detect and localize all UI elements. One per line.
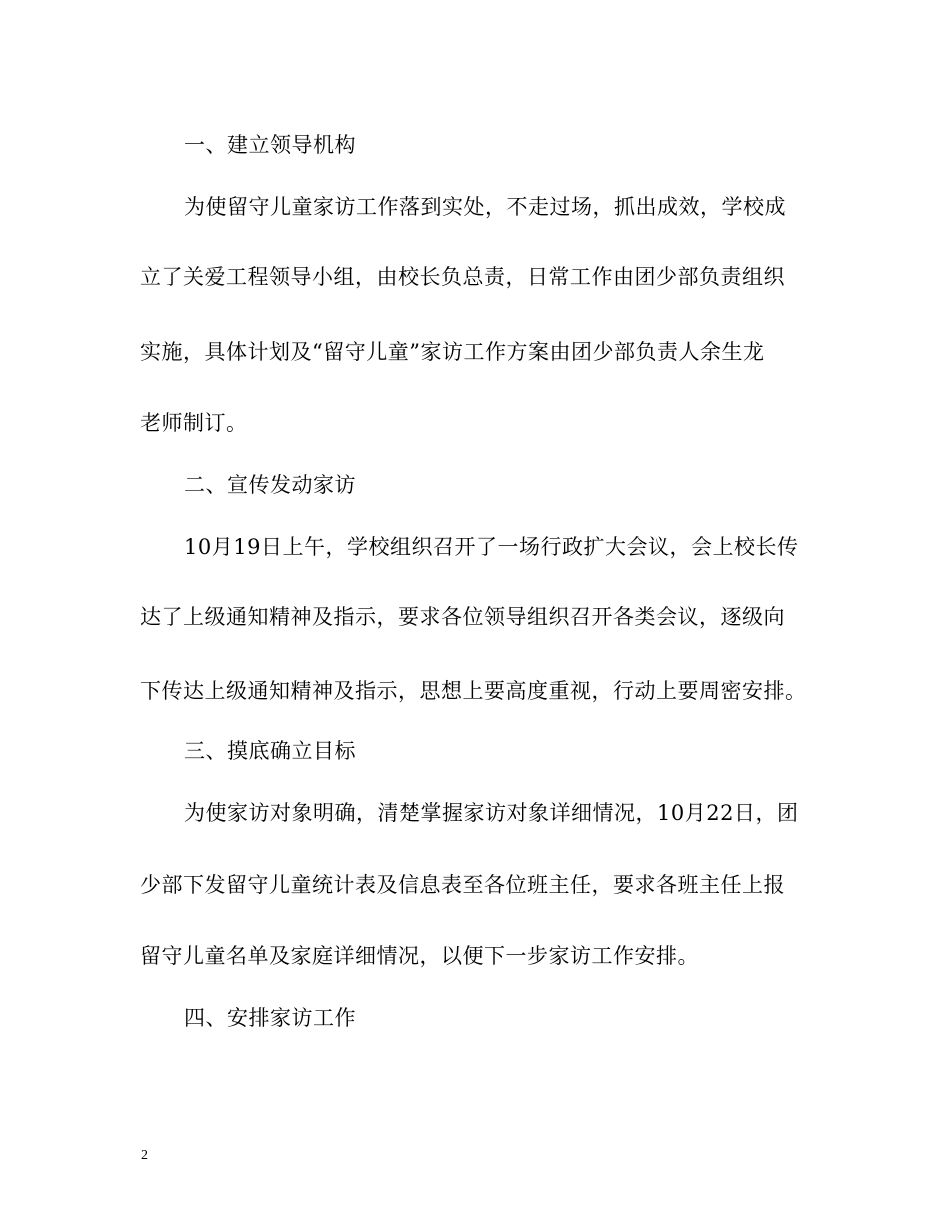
- paragraph-line: 老师制订。: [140, 411, 248, 435]
- paragraph-line: 10月19日上午，学校组织召开了一场行政扩大会议，会上校长传: [184, 535, 799, 559]
- paragraph-line: 实施，具体计划及“留守儿童”家访工作方案由团少部负责人余生龙: [140, 340, 765, 364]
- paragraph-line: 留守儿童名单及家庭详细情况，以便下一步家访工作安排。: [140, 944, 699, 968]
- paragraph-line: 少部下发留守儿童统计表及信息表至各位班主任，要求各班主任上报: [140, 873, 785, 897]
- paragraph-line: 达了上级通知精神及指示，要求各位领导组织召开各类会议，逐级向: [140, 605, 785, 629]
- paragraph-line: 为使留守儿童家访工作落到实处，不走过场，抓出成效，学校成: [184, 195, 786, 219]
- section-heading-4: 四、安排家访工作: [184, 1006, 356, 1030]
- page-number: 2: [141, 1148, 148, 1163]
- paragraph-line: 为使家访对象明确，清楚掌握家访对象详细情况，10月22日，团: [184, 801, 799, 825]
- section-heading-1: 一、建立领导机构: [184, 133, 356, 157]
- paragraph-line: 立了关爱工程领导小组，由校长负总责，日常工作由团少部负责组织: [140, 265, 785, 289]
- section-heading-3: 三、摸底确立目标: [184, 739, 356, 763]
- section-heading-2: 二、宣传发动家访: [184, 473, 356, 497]
- paragraph-line: 下传达上级通知精神及指示，思想上要高度重视，行动上要周密安排。: [140, 679, 807, 703]
